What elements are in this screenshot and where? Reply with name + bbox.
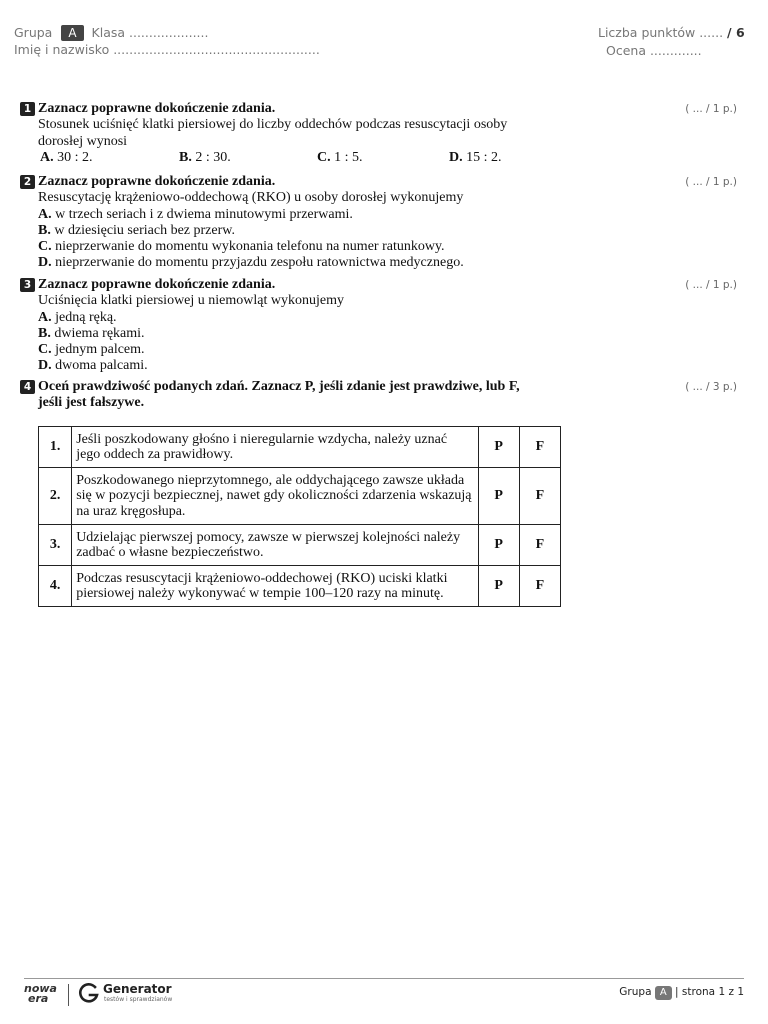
option-b[interactable]: B. dwiema rękami. <box>38 325 145 341</box>
group-badge: A <box>61 25 83 41</box>
row-statement: Poszkodowanego nieprzytomnego, ale oddychającego zawsze układa się w pozycji bezpiecznej, nawet gdy okoliczności zdarzenia wskazują na uraz kręgosłupa. <box>72 468 478 525</box>
false-option[interactable]: F <box>519 525 560 566</box>
nowa-era-logo <box>24 984 60 1004</box>
true-option[interactable]: P <box>478 525 519 566</box>
row-number: 2. <box>39 468 72 525</box>
question-1-stem-line2: dorosłej wynosi <box>38 133 128 149</box>
question-1-points: ( ... / 1 p.) <box>685 103 737 115</box>
question-4 <box>20 379 740 412</box>
option-b[interactable]: B. 2 : 30. <box>179 149 231 165</box>
question-number-4: 4 <box>20 380 35 394</box>
option-d[interactable]: D. 15 : 2. <box>449 149 502 165</box>
row-number: 4. <box>39 566 72 607</box>
footer-divider <box>24 978 744 979</box>
question-1-title: Zaznacz poprawne dokończenie zdania. <box>38 101 276 116</box>
false-option[interactable]: F <box>519 566 560 607</box>
true-option[interactable]: P <box>478 566 519 607</box>
group-label: Grupa <box>14 25 53 40</box>
question-2 <box>20 174 740 272</box>
question-4-points: ( ... / 3 p.) <box>685 381 737 393</box>
logo-separator <box>68 984 69 1006</box>
question-3 <box>20 277 740 375</box>
logo-era: era <box>28 992 49 1005</box>
worksheet-header <box>0 0 768 70</box>
question-3-title: Zaznacz poprawne dokończenie zdania. <box>38 277 276 292</box>
option-c[interactable]: C. jednym palcem. <box>38 342 145 358</box>
false-option[interactable]: F <box>519 468 560 525</box>
question-1-stem-line1: Stosunek uciśnięć klatki piersiowej do liczby oddechów podczas resuscytacji osoby <box>38 117 508 133</box>
question-number-2: 2 <box>20 175 35 189</box>
row-number: 1. <box>39 427 72 468</box>
table-row <box>39 525 561 566</box>
option-d[interactable]: D. dwoma palcami. <box>38 358 148 374</box>
option-c[interactable]: C. nieprzerwanie do momentu wykonania telefonu na numer ratunkowy. <box>38 239 445 255</box>
question-2-points: ( ... / 1 p.) <box>685 176 737 188</box>
table-row <box>39 566 561 607</box>
table-row <box>39 427 561 468</box>
question-1-options <box>38 150 558 166</box>
name-field: Imię i nazwisko .................................................... <box>14 42 320 57</box>
row-number: 3. <box>39 525 72 566</box>
question-number-3: 3 <box>20 278 35 292</box>
option-b[interactable]: B. w dziesięciu seriach bez przerw. <box>38 222 235 238</box>
grade-field: Ocena ............. <box>606 43 702 58</box>
logo-nowa: nowa <box>24 982 57 995</box>
footer-group-label: Grupa <box>619 986 652 998</box>
question-3-points: ( ... / 1 p.) <box>685 279 737 291</box>
page-number: | strona 1 z 1 <box>675 986 744 998</box>
class-field: Klasa .................... <box>91 25 209 40</box>
true-option[interactable]: P <box>478 427 519 468</box>
row-statement: Udzielając pierwszej pomocy, zawsze w pierwszej kolejności należy zadbać o własne bezpieczeństwo. <box>72 525 478 566</box>
question-number-1: 1 <box>20 102 35 116</box>
group-field <box>14 25 208 41</box>
question-1 <box>20 101 740 166</box>
false-option[interactable]: F <box>519 427 560 468</box>
true-option[interactable]: P <box>478 468 519 525</box>
question-3-stem: Uciśnięcia klatki piersiowej u niemowląt wykonujemy <box>38 293 344 309</box>
question-4-title-line1: Oceń prawdziwość podanych zdań. Zaznacz P, jeśli zdanie jest prawdziwe, lub F, <box>38 379 520 394</box>
option-a[interactable]: A. 30 : 2. <box>40 149 93 165</box>
page-indicator <box>619 986 744 1000</box>
option-a[interactable]: A. w trzech seriach i z dwiema minutowymi przerwami. <box>38 206 353 222</box>
points-field <box>598 25 745 40</box>
option-a[interactable]: A. jedną ręką. <box>38 309 117 325</box>
points-max: / 6 <box>727 25 745 40</box>
question-2-title: Zaznacz poprawne dokończenie zdania. <box>38 174 276 189</box>
generator-logo-text: Generator <box>103 982 172 996</box>
row-statement: Jeśli poszkodowany głośno i nieregularnie wzdycha, należy uznać jego oddech za prawidłowy. <box>72 427 478 468</box>
question-2-stem: Resuscytację krążeniowo-oddechową (RKO) u osoby dorosłej wykonujemy <box>38 190 464 206</box>
row-statement: Podczas resuscytacji krążeniowo-oddechowej (RKO) uciski klatki piersiowej należy wykonywać w tempie 100–120 razy na minutę. <box>72 566 478 607</box>
generator-logo-subtitle: testów i sprawdzianów <box>104 996 173 1003</box>
footer-group-badge: A <box>655 986 672 1000</box>
question-4-title-line2: jeśli jest fałszywe. <box>38 395 145 411</box>
option-c[interactable]: C. 1 : 5. <box>317 149 363 165</box>
true-false-table <box>38 426 561 607</box>
table-row <box>39 468 561 525</box>
generator-g-icon <box>78 982 100 1004</box>
points-label: Liczba punktów ...... <box>598 25 724 40</box>
option-d[interactable]: D. nieprzerwanie do momentu przyjazdu zespołu ratownictwa medycznego. <box>38 255 464 271</box>
